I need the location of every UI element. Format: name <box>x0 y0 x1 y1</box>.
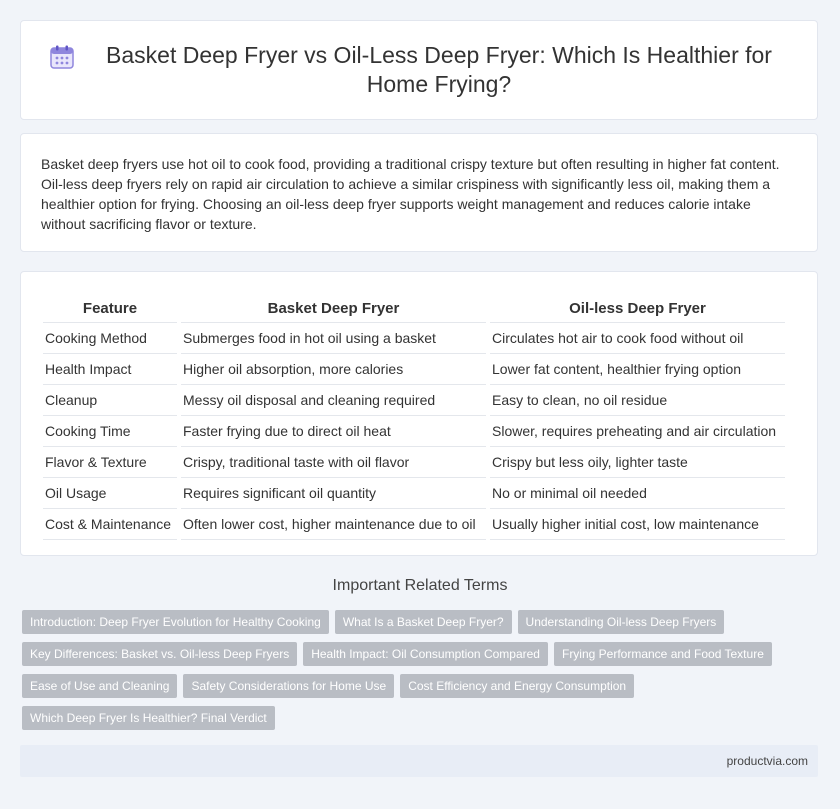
intro-paragraph: Basket deep fryers use hot oil to cook food, providing a traditional crispy texture but often resulting in higher fat content. Oil-less deep fryers rely on rapid air circulation to achieve a similar crispiness with significantly less oil, making them a healthier option for frying. Choosing an oil-less deep fryer supports weight management and reduces calorie intake without sacrificing flavor or texture. <box>41 156 780 232</box>
term-tag[interactable]: Introduction: Deep Fryer Evolution for Healthy Cooking <box>22 610 329 634</box>
table-header-row <box>43 294 785 323</box>
table-row <box>43 416 785 447</box>
row-feature: Oil Usage <box>43 478 177 509</box>
row-basket: Often lower cost, higher maintenance due to oil <box>181 509 486 540</box>
row-feature: Cooking Method <box>43 323 177 354</box>
row-feature: Flavor & Texture <box>43 447 177 478</box>
comparison-card <box>20 271 818 556</box>
row-oil-less: Slower, requires preheating and air circulation <box>490 416 785 447</box>
row-oil-less: Crispy but less oily, lighter taste <box>490 447 785 478</box>
row-feature: Cleanup <box>43 385 177 416</box>
term-tag[interactable]: Frying Performance and Food Texture <box>554 642 772 666</box>
calendar-icon <box>49 44 75 70</box>
page-title: Basket Deep Fryer vs Oil-Less Deep Fryer: Which Is Healthier for Home Frying? <box>106 42 772 97</box>
intro-card <box>20 133 818 252</box>
table-row <box>43 385 785 416</box>
row-basket: Submerges food in hot oil using a basket <box>181 323 486 354</box>
term-tag[interactable]: What Is a Basket Deep Fryer? <box>335 610 512 634</box>
footer <box>20 745 818 777</box>
related-terms-list <box>22 610 802 738</box>
row-oil-less: Usually higher initial cost, low maintenance <box>490 509 785 540</box>
row-feature: Health Impact <box>43 354 177 385</box>
term-tag[interactable]: Which Deep Fryer Is Healthier? Final Verdict <box>22 706 275 730</box>
related-terms-heading: Important Related Terms <box>332 577 508 594</box>
row-basket: Messy oil disposal and cleaning required <box>181 385 486 416</box>
row-feature: Cost & Maintenance <box>43 509 177 540</box>
term-tag[interactable]: Cost Efficiency and Energy Consumption <box>400 674 634 698</box>
table-row <box>43 509 785 540</box>
term-tag[interactable]: Safety Considerations for Home Use <box>183 674 394 698</box>
row-basket: Faster frying due to direct oil heat <box>181 416 486 447</box>
term-tag[interactable]: Health Impact: Oil Consumption Compared <box>303 642 548 666</box>
row-basket: Requires significant oil quantity <box>181 478 486 509</box>
row-basket: Higher oil absorption, more calories <box>181 354 486 385</box>
table-row <box>43 447 785 478</box>
row-oil-less: Lower fat content, healthier frying option <box>490 354 785 385</box>
table-row <box>43 323 785 354</box>
term-tag[interactable]: Understanding Oil-less Deep Fryers <box>518 610 725 634</box>
row-feature: Cooking Time <box>43 416 177 447</box>
table-row <box>43 478 785 509</box>
header-oil-less-deep-fryer: Oil-less Deep Fryer <box>490 294 785 323</box>
row-oil-less: Circulates hot air to cook food without oil <box>490 323 785 354</box>
comparison-table <box>39 294 789 540</box>
row-oil-less: Easy to clean, no oil residue <box>490 385 785 416</box>
header-feature: Feature <box>43 294 177 323</box>
term-tag[interactable]: Ease of Use and Cleaning <box>22 674 177 698</box>
header-basket-deep-fryer: Basket Deep Fryer <box>181 294 486 323</box>
title-card <box>20 20 818 120</box>
row-basket: Crispy, traditional taste with oil flavor <box>181 447 486 478</box>
row-oil-less: No or minimal oil needed <box>490 478 785 509</box>
table-row <box>43 354 785 385</box>
footer-site-link[interactable]: productvia.com <box>726 754 808 768</box>
title-wrap <box>49 41 789 99</box>
term-tag[interactable]: Key Differences: Basket vs. Oil-less Deep Fryers <box>22 642 297 666</box>
